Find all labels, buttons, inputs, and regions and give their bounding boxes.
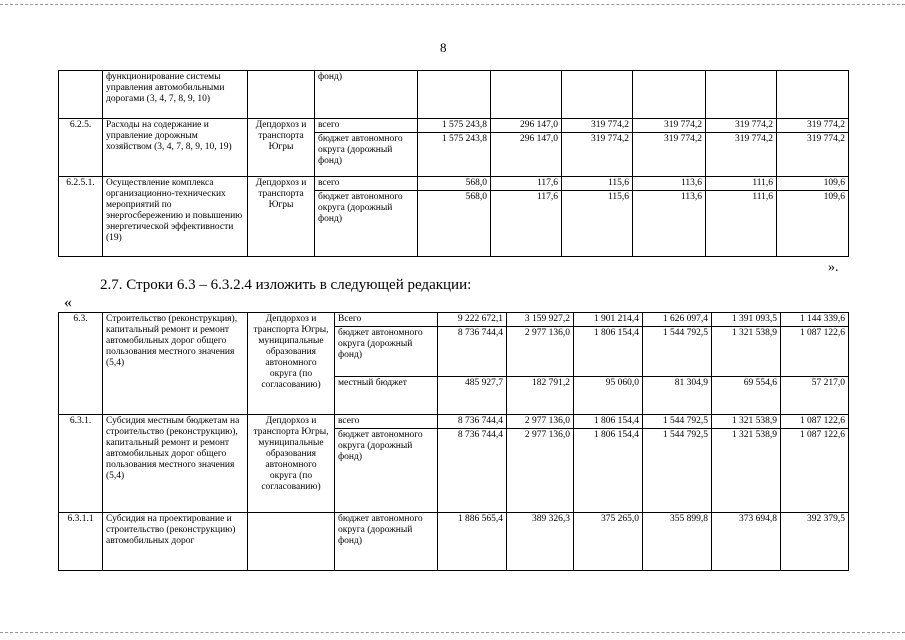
amount-cell: 568,0 [418, 177, 491, 191]
amount-cell: 319 774,2 [562, 133, 633, 177]
row-number: 6.3.1.1 [59, 513, 103, 571]
row-executor [248, 71, 315, 119]
opening-quote: « [64, 294, 72, 311]
row-number: 6.2.5.1. [59, 177, 103, 257]
amount-cell: 57 217,0 [781, 377, 849, 415]
amount-cell: 319 774,2 [706, 119, 777, 133]
amount-cell: 373 694,8 [712, 513, 781, 571]
amount-cell: 3 159 927,2 [507, 313, 574, 327]
table-row [59, 313, 849, 327]
amount-cell: 9 222 672,1 [438, 313, 507, 327]
funding-source: всего [315, 119, 418, 133]
amount-cell: 1 321 538,9 [712, 429, 781, 513]
amount-cell: 1 886 565,4 [438, 513, 507, 571]
amount-cell [418, 71, 491, 119]
scan-edge-bottom [0, 632, 905, 633]
scan-edge-top [0, 4, 905, 5]
amount-cell: 389 326,3 [507, 513, 574, 571]
row-number: 6.2.5. [59, 119, 103, 177]
amount-cell: 109,6 [777, 177, 849, 191]
row-number [59, 71, 103, 119]
section-heading: 2.7. Строки 6.3 – 6.3.2.4 изложить в следующей редакции: [100, 277, 472, 293]
amount-cell: 296 147,0 [491, 119, 562, 133]
row-name: Расходы на содержание и управление дорожным хозяйством (3, 4, 7, 8, 9, 10, 19) [103, 119, 248, 177]
amount-cell: 1 144 339,6 [781, 313, 849, 327]
amount-cell: 319 774,2 [633, 119, 706, 133]
amount-cell: 1 575 243,8 [418, 133, 491, 177]
amount-cell: 113,6 [633, 177, 706, 191]
amount-cell: 8 736 744,4 [438, 429, 507, 513]
amount-cell: 8 736 744,4 [438, 415, 507, 429]
funding-source: бюджет автономного округа (дорожный фонд) [335, 513, 438, 571]
table-row [59, 513, 849, 571]
amount-cell: 8 736 744,4 [438, 327, 507, 377]
amount-cell: 115,6 [562, 177, 633, 191]
row-executor: Депдорхоз и транспорта Югры [248, 177, 315, 257]
funding-source: Всего [335, 313, 438, 327]
amount-cell: 1 391 093,5 [712, 313, 781, 327]
funding-source: фонд) [315, 71, 418, 119]
funding-source: бюджет автономного округа (дорожный фонд) [315, 133, 418, 177]
closing-quote: ». [828, 260, 839, 275]
amount-cell: 1 806 154,4 [574, 415, 643, 429]
amount-cell: 2 977 136,0 [507, 415, 574, 429]
row-name: Субсидия местным бюджетам на строительство (реконструкцию), капитальный ремонт и ремонт автомобильных дорог общего пользования местного значения (5,4) [103, 415, 248, 513]
amount-cell: 113,6 [633, 191, 706, 257]
amount-cell: 1 806 154,4 [574, 429, 643, 513]
amount-cell: 81 304,9 [643, 377, 712, 415]
page-number: 8 [440, 40, 447, 55]
table-row [59, 177, 849, 191]
amount-cell [491, 71, 562, 119]
amount-cell: 1 806 154,4 [574, 327, 643, 377]
amount-cell [633, 71, 706, 119]
amount-cell: 111,6 [706, 177, 777, 191]
row-name: Осуществление комплекса организационно-технических мероприятий по энергосбережению и повышению энергетической эффективности (19) [103, 177, 248, 257]
funding-source: местный бюджет [335, 377, 438, 415]
amount-cell: 2 977 136,0 [507, 429, 574, 513]
amount-cell: 355 899,8 [643, 513, 712, 571]
amount-cell: 69 554,6 [712, 377, 781, 415]
budget-table-part-2 [58, 312, 849, 571]
funding-source: всего [315, 177, 418, 191]
amount-cell: 392 379,5 [781, 513, 849, 571]
row-executor: Депдорхоз и транспорта Югры [248, 119, 315, 177]
amount-cell: 319 774,2 [562, 119, 633, 133]
amount-cell: 485 927,7 [438, 377, 507, 415]
amount-cell: 1 901 214,4 [574, 313, 643, 327]
row-name: Строительство (реконструкция), капитальный ремонт и ремонт автомобильных дорог общего пользования местного значения (5,4) [103, 313, 248, 415]
funding-source: всего [335, 415, 438, 429]
amount-cell: 1 087 122,6 [781, 415, 849, 429]
table-row [59, 119, 849, 133]
funding-source: бюджет автономного округа (дорожный фонд) [335, 327, 438, 377]
amount-cell: 182 791,2 [507, 377, 574, 415]
row-name: функционирование системы управления автомобильными дорогами (3, 4, 7, 8, 9, 10) [103, 71, 248, 119]
amount-cell [562, 71, 633, 119]
amount-cell: 296 147,0 [491, 133, 562, 177]
amount-cell: 375 265,0 [574, 513, 643, 571]
row-executor: Депдорхоз и транспорта Югры, муниципальные образования автономного округа (по согласованию) [248, 415, 335, 513]
row-number: 6.3. [59, 313, 103, 415]
amount-cell: 1 321 538,9 [712, 327, 781, 377]
table-row [59, 71, 849, 119]
amount-cell [777, 71, 849, 119]
amount-cell: 1 087 122,6 [781, 327, 849, 377]
amount-cell: 95 060,0 [574, 377, 643, 415]
row-executor [248, 513, 335, 571]
amount-cell: 1 544 792,5 [643, 415, 712, 429]
amount-cell: 117,6 [491, 177, 562, 191]
amount-cell: 109,6 [777, 191, 849, 257]
amount-cell: 319 774,2 [706, 133, 777, 177]
amount-cell: 1 321 538,9 [712, 415, 781, 429]
funding-source: бюджет автономного округа (дорожный фонд) [315, 191, 418, 257]
amount-cell [706, 71, 777, 119]
amount-cell: 1 575 243,8 [418, 119, 491, 133]
row-name: Субсидия на проектирование и строительство (реконструкцию) автомобильных дорог [103, 513, 248, 571]
amount-cell: 319 774,2 [777, 133, 849, 177]
amount-cell: 1 544 792,5 [643, 429, 712, 513]
amount-cell: 568,0 [418, 191, 491, 257]
amount-cell: 111,6 [706, 191, 777, 257]
row-number: 6.3.1. [59, 415, 103, 513]
amount-cell: 319 774,2 [633, 133, 706, 177]
budget-table-part-1 [58, 70, 849, 257]
amount-cell: 117,6 [491, 191, 562, 257]
amount-cell: 319 774,2 [777, 119, 849, 133]
amount-cell: 115,6 [562, 191, 633, 257]
funding-source: бюджет автономного округа (дорожный фонд) [335, 429, 438, 513]
table-row [59, 415, 849, 429]
amount-cell: 1 626 097,4 [643, 313, 712, 327]
amount-cell: 2 977 136,0 [507, 327, 574, 377]
row-executor: Депдорхоз и транспорта Югры, муниципальные образования автономного округа (по согласованию) [248, 313, 335, 415]
amount-cell: 1 544 792,5 [643, 327, 712, 377]
amount-cell: 1 087 122,6 [781, 429, 849, 513]
